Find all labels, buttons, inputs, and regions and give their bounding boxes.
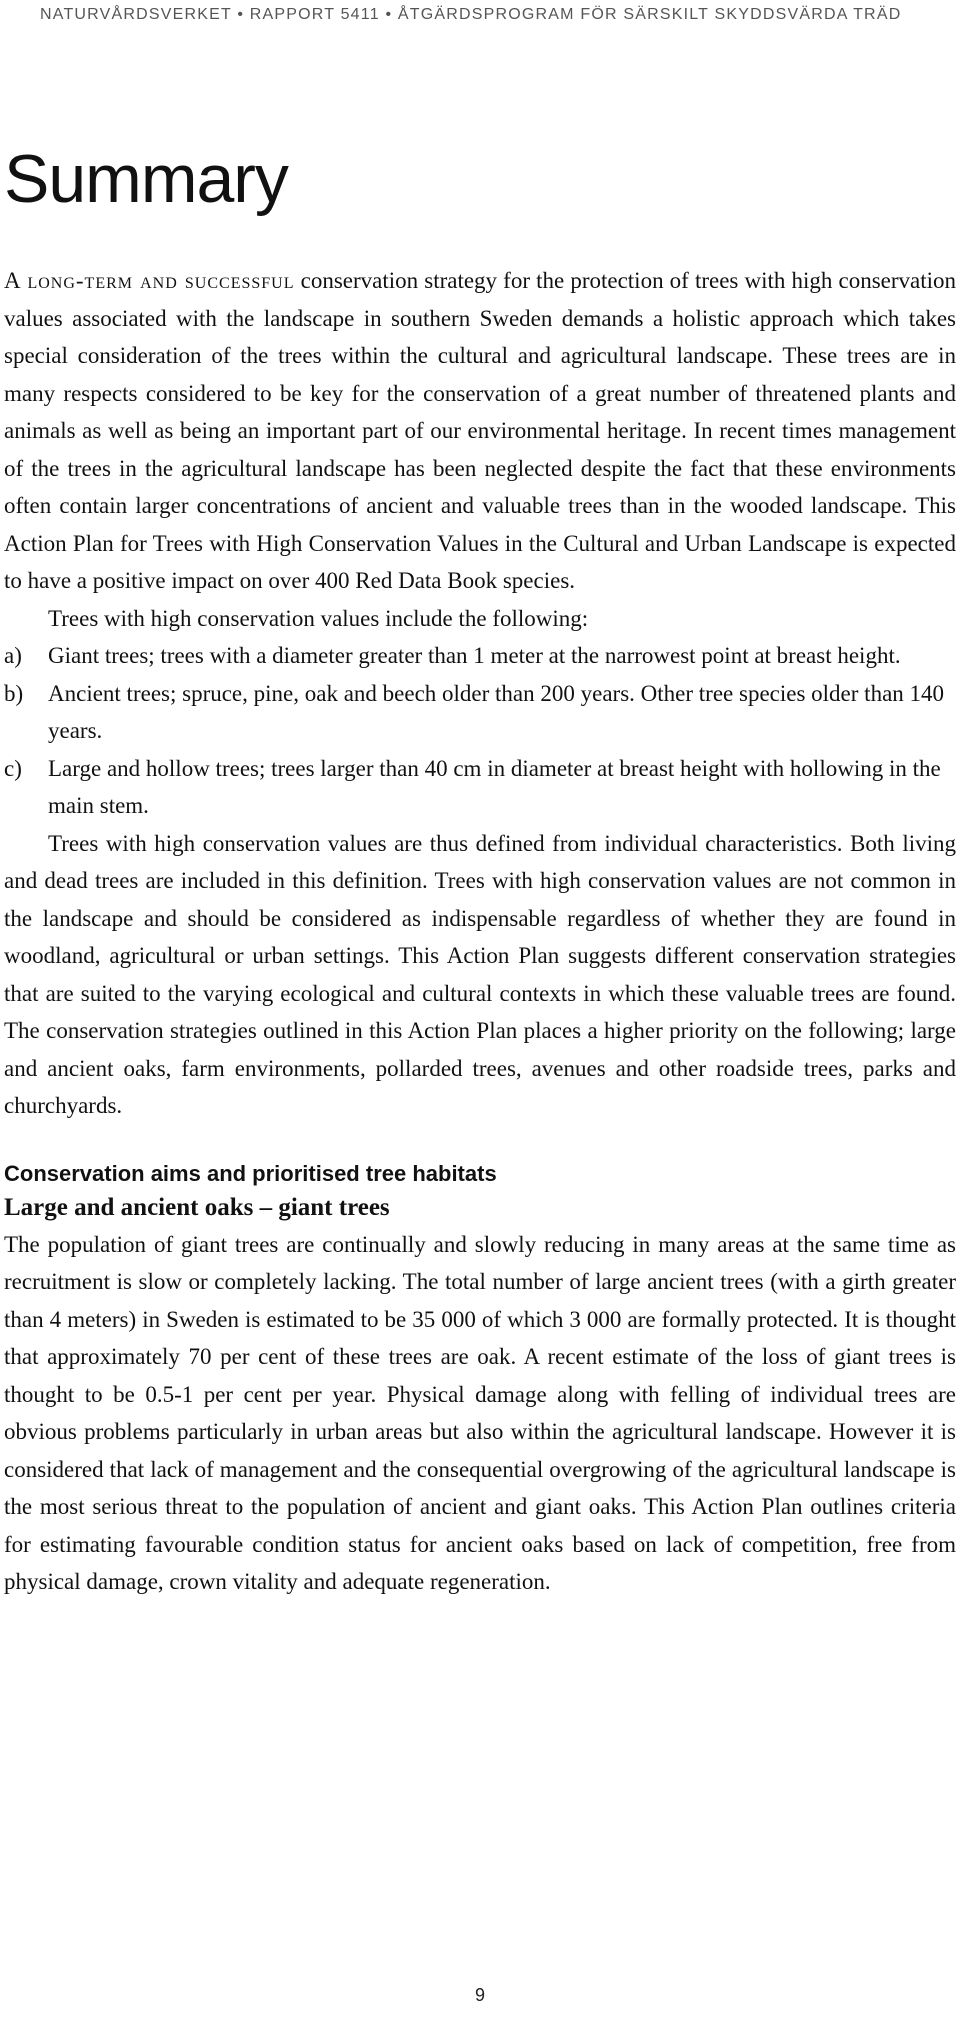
- list-item-text: Giant trees; trees with a diameter greater than 1 meter at the narrowest point at breast height.: [48, 643, 901, 668]
- running-header: NATURVÅRDSVERKET • RAPPORT 5411 • ÅTGÄRDSPROGRAM FÖR SÄRSKILT SKYDDSVÄRDA TRÄD: [40, 6, 902, 23]
- list-item-text: Ancient trees; spruce, pine, oak and beech older than 200 years. Other tree species older than 140 years.: [48, 680, 945, 743]
- criteria-item-c: [4, 750, 956, 825]
- section-subheading: Large and ancient oaks – giant trees: [4, 1193, 390, 1221]
- section-paragraph: The population of giant trees are continually and slowly reducing in many areas at the same time as recruitment is slow or completely lacking. The total number of large ancient trees (with a girth greater than 4 meters) in Sweden is estimated to be 35 000 of which 3 000 are formally protected. It is thought that approximately 70 per cent of these trees are oak. A recent estimate of the loss of giant trees is thought to be 0.5-1 per cent per year. Physical damage along with felling of individual trees are obvious problems particularly in urban areas but also within the agricultural landscape. However it is considered that lack of management and the consequential overgrowing of the agricultural landscape is the most serious threat to the population of ancient and giant oaks. This Action Plan outlines criteria for estimating favourable condition status for ancient oaks based on lack of competition, free from physical damage, crown vitality and adequate regeneration.: [4, 1231, 956, 1594]
- definition-paragraph: Trees with high conservation values are thus defined from individual characteristics. Both living and dead trees are included in this definition. Trees with high conservation values are not common in the landscape and should be considered as indispensable regardless of whether they are found in woodland, agricultural or urban settings. This Action Plan suggests different conservation strategies that are suited to the varying ecological and cultural contexts in which these valuable trees are found. The conservation strategies outlined in this Action Plan places a higher priority on the following; large and ancient oaks, farm environments, pollarded trees, avenues and other roadside trees, parks and churchyards.: [4, 830, 956, 1118]
- list-marker: c): [4, 755, 22, 781]
- criteria-item-b: [4, 675, 956, 750]
- list-item-text: Large and hollow trees; trees larger than 40 cm in diameter at breast height with hollowing in the main stem.: [48, 755, 941, 818]
- intro-lead-in: A long-term and successful: [4, 268, 295, 293]
- intro-paragraph: [4, 262, 956, 600]
- page-number: 9: [474, 1985, 485, 2005]
- list-intro: Trees with high conservation values include the following:: [48, 605, 589, 631]
- intro-text: conservation strategy for the protection of trees with high conservation values associated with the landscape in southern Sweden demands a holistic approach which takes special consideration of the trees within the cultural and agricultural landscape. These trees are in many respects considered to be key for the conservation of a great number of threatened plants and animals as well as being an important part of our environmental heritage. In recent times management of the trees in the agricultural landscape has been neglected despite the fact that these environments often contain larger concentrations of ancient and valuable trees than in the wooded landscape. This Action Plan for Trees with High Conservation Values in the Cultural and Urban Landscape is expected to have a positive impact on over 400 Red Data Book species.: [4, 268, 957, 593]
- list-marker: a): [4, 643, 22, 668]
- page-title: Summary: [4, 141, 288, 217]
- section-heading: Conservation aims and prioritised tree habitats: [4, 1160, 497, 1186]
- document-body: [4, 262, 956, 1601]
- criteria-item-a: [4, 637, 956, 675]
- list-marker: b): [4, 680, 24, 706]
